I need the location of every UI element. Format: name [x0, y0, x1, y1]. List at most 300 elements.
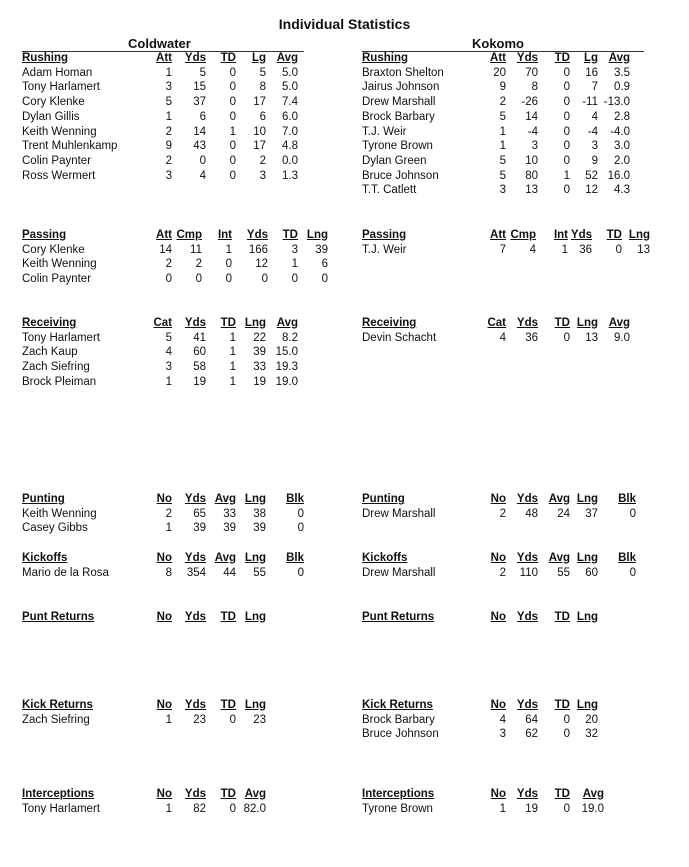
stat-cell: 39 [253, 522, 266, 535]
table-row [22, 360, 298, 375]
stat-cell: 9 [499, 81, 506, 94]
stat-cell: 48 [525, 507, 538, 520]
stat-cell: 55 [557, 566, 570, 579]
column-header: Lg [583, 52, 598, 64]
stat-cell: 0 [291, 273, 298, 286]
stat-cell: 36 [579, 243, 592, 256]
stat-cell: 0 [199, 154, 206, 167]
stat-cell: 19.3 [275, 361, 298, 374]
stat-cell: 80 [525, 169, 538, 182]
stat-cell: 1 [229, 361, 236, 374]
stat-cell: 110 [519, 566, 538, 579]
column-header: Att [490, 52, 506, 64]
stat-cell: 3 [165, 169, 172, 182]
stat-cell: 8 [165, 566, 172, 579]
stat-cell: -26 [521, 96, 538, 109]
header-row [22, 316, 298, 331]
stat-cell: 2 [165, 125, 172, 138]
column-header: TD [220, 611, 236, 623]
section-heading: Punting [22, 493, 65, 505]
punt-returns-table-right [362, 610, 598, 625]
kick-returns-table-left [22, 698, 266, 727]
stat-cell: 10 [525, 154, 538, 167]
stat-cell: 2.8 [614, 110, 630, 123]
table-row [22, 521, 304, 536]
column-header: Yds [184, 317, 206, 329]
column-header: Int [217, 229, 232, 241]
receiving-table-right [362, 316, 630, 345]
player-name: Tony Harlamert [22, 331, 100, 344]
header-row [22, 698, 266, 713]
kickoffs-table-right [362, 551, 636, 580]
interceptions-table-left [22, 787, 266, 816]
header-row [362, 551, 636, 566]
stat-cell: 0 [563, 140, 570, 153]
header-row [362, 787, 604, 802]
stat-cell: 1 [165, 713, 172, 726]
player-name: Bruce Johnson [362, 728, 439, 741]
stat-cell: 5 [499, 169, 506, 182]
stat-cell: 3 [259, 169, 266, 182]
stat-cell: 4 [199, 169, 206, 182]
table-row [22, 566, 304, 581]
stat-cell: 0 [229, 713, 236, 726]
stat-cell: 1 [499, 140, 506, 153]
stat-cell: 52 [585, 169, 598, 182]
stat-cell: 17 [253, 96, 266, 109]
stat-cell: 1 [225, 243, 232, 256]
stat-cell: 0 [563, 96, 570, 109]
column-header: Avg [214, 552, 236, 564]
column-header: Yds [516, 552, 538, 564]
stat-cell: 4 [591, 110, 598, 123]
table-row [362, 110, 630, 125]
stat-cell: 19 [253, 375, 266, 388]
stat-cell: 4.8 [282, 140, 298, 153]
stat-cell: 4 [499, 331, 506, 344]
column-header: Avg [214, 493, 236, 505]
stat-cell: 7.4 [282, 96, 298, 109]
player-name: Tony Harlamert [22, 802, 100, 815]
column-header: Lg [251, 52, 266, 64]
player-name: Keith Wenning [22, 258, 97, 271]
column-header: No [156, 493, 172, 505]
column-header: Avg [276, 317, 298, 329]
stat-cell: 44 [223, 566, 236, 579]
stat-cell: 3 [165, 81, 172, 94]
header-row [22, 228, 328, 243]
table-row [22, 272, 328, 287]
table-row [22, 66, 298, 81]
stat-cell: -4 [527, 125, 538, 138]
player-name: Jairus Johnson [362, 81, 440, 94]
table-row [362, 727, 598, 742]
table-row [22, 169, 298, 184]
receiving-table-left [22, 316, 298, 390]
player-name: Braxton Shelton [362, 66, 444, 79]
player-name: Mario de la Rosa [22, 566, 109, 579]
column-header: TD [220, 788, 236, 800]
section-heading: Receiving [362, 317, 417, 329]
stat-cell: 6 [321, 258, 328, 271]
column-header: Lng [576, 317, 598, 329]
header-row [362, 698, 598, 713]
header-row [22, 51, 298, 66]
stat-cell: 36 [525, 331, 538, 344]
column-header: Yds [184, 52, 206, 64]
column-header: No [156, 552, 172, 564]
column-header: Avg [276, 52, 298, 64]
stat-cell: 64 [525, 713, 538, 726]
stat-cell: 9 [165, 140, 172, 153]
table-row [22, 802, 266, 817]
stat-cell: 0 [321, 273, 328, 286]
stat-cell: 0 [563, 81, 570, 94]
player-name: Keith Wenning [22, 507, 97, 520]
stat-cell: 13 [525, 184, 538, 197]
stat-cell: 1 [165, 66, 172, 79]
column-header: Avg [244, 788, 266, 800]
column-header: Yds [516, 611, 538, 623]
section-heading: Punt Returns [362, 611, 435, 623]
stat-cell: 1 [561, 243, 568, 256]
table-row [362, 507, 636, 522]
section-heading: Passing [362, 229, 407, 241]
stat-cell: 5 [165, 331, 172, 344]
column-header: Yds [184, 699, 206, 711]
rushing-table-left [22, 51, 298, 183]
stat-cell: 19.0 [275, 375, 298, 388]
stat-cell: 8 [259, 81, 266, 94]
header-row [22, 787, 266, 802]
stat-cell: 1.3 [282, 169, 298, 182]
column-header: TD [554, 699, 570, 711]
column-header: Yds [246, 229, 268, 241]
stat-cell: 4 [165, 346, 172, 359]
table-row [22, 345, 298, 360]
stat-cell: 0 [229, 802, 236, 815]
header-row [362, 51, 630, 66]
stat-cell: 0 [229, 96, 236, 109]
player-name: Casey Gibbs [22, 522, 88, 535]
stat-cell: 2 [165, 154, 172, 167]
player-name: Tyrone Brown [362, 802, 433, 815]
header-row [362, 610, 598, 625]
stat-cell: 60 [193, 346, 206, 359]
table-row [22, 154, 298, 169]
stat-cell: 3.5 [614, 66, 630, 79]
header-row [362, 492, 636, 507]
column-header: Yds [184, 788, 206, 800]
column-header: Avg [548, 493, 570, 505]
stat-cell: 0.0 [282, 154, 298, 167]
player-name: Dylan Green [362, 154, 427, 167]
player-name: Cory Klenke [22, 96, 85, 109]
stat-cell: 11 [190, 243, 202, 256]
stat-cell: 3 [165, 361, 172, 374]
table-row [22, 375, 298, 390]
column-header: Lng [576, 611, 598, 623]
table-row [362, 125, 630, 140]
column-header: Lng [244, 317, 266, 329]
stat-cell: 2 [499, 566, 506, 579]
stat-cell: 7.0 [282, 125, 298, 138]
player-name: T.T. Catlett [362, 184, 417, 197]
stat-cell: 60 [585, 566, 598, 579]
rushing-table-right [362, 51, 630, 198]
punt-returns-table-left [22, 610, 266, 625]
player-name: Drew Marshall [362, 96, 436, 109]
stat-cell: 3.0 [614, 140, 630, 153]
player-name: Colin Paynter [22, 273, 92, 286]
player-name: Devin Schacht [362, 331, 437, 344]
header-row [22, 492, 304, 507]
stat-cell: 5 [199, 66, 206, 79]
column-header: Yds [516, 52, 538, 64]
table-row [362, 139, 630, 154]
stat-cell: 3 [591, 140, 598, 153]
column-header: No [490, 552, 506, 564]
header-row [22, 610, 266, 625]
player-name: Dylan Gillis [22, 110, 80, 123]
table-row [22, 243, 328, 258]
stat-cell: 5.0 [282, 66, 298, 79]
stat-cell: 5.0 [282, 81, 298, 94]
stat-cell: 1 [165, 375, 172, 388]
header-row [362, 228, 650, 243]
stat-cell: 4 [499, 713, 506, 726]
punting-table-right [362, 492, 636, 521]
table-row [362, 95, 630, 110]
table-row [22, 139, 298, 154]
stat-cell: 58 [193, 361, 206, 374]
stat-cell: 0 [225, 273, 232, 286]
team-name-left: Coldwater [128, 36, 191, 51]
table-row [22, 713, 266, 728]
stat-cell: 15.0 [275, 346, 298, 359]
stat-cell: 1 [563, 169, 570, 182]
column-header: No [490, 493, 506, 505]
stat-cell: 62 [525, 728, 538, 741]
stat-cell: 5 [259, 66, 266, 79]
column-header: Yds [184, 552, 206, 564]
stat-cell: 39 [253, 346, 266, 359]
stat-cell: 3 [499, 184, 506, 197]
column-header: Lng [306, 229, 328, 241]
stat-cell: 0 [563, 713, 570, 726]
column-header: Cat [487, 317, 506, 329]
stat-cell: 0 [229, 81, 236, 94]
column-header: Lng [576, 699, 598, 711]
section-heading: Passing [22, 229, 67, 241]
table-row [362, 243, 650, 258]
player-name: T.J. Weir [362, 125, 407, 138]
player-name: Tony Harlamert [22, 81, 100, 94]
stat-cell: 0 [261, 273, 268, 286]
stat-cell: 2 [259, 154, 266, 167]
stat-cell: 19.0 [581, 802, 604, 815]
column-header: Lng [244, 493, 266, 505]
column-header: TD [282, 229, 298, 241]
stat-cell: 16 [585, 66, 598, 79]
column-header: Cmp [176, 229, 202, 241]
section-heading: Punt Returns [22, 611, 95, 623]
table-row [362, 331, 630, 346]
stat-cell: 0 [229, 140, 236, 153]
stat-cell: 37 [193, 96, 206, 109]
stat-cell: 2.0 [614, 154, 630, 167]
column-header: Att [156, 52, 172, 64]
stat-cell: 0 [629, 566, 636, 579]
passing-table-left [22, 228, 328, 287]
stat-cell: 39 [315, 243, 328, 256]
stat-cell: 15 [193, 81, 206, 94]
stat-cell: 19 [193, 375, 206, 388]
column-header: Lng [576, 552, 598, 564]
stat-cell: 8.2 [282, 331, 298, 344]
stat-cell: 0 [165, 273, 172, 286]
player-name: Drew Marshall [362, 566, 436, 579]
column-header: Avg [608, 317, 630, 329]
column-header: Yds [516, 699, 538, 711]
stat-cell: 38 [253, 507, 266, 520]
stat-cell: 0 [563, 331, 570, 344]
stat-cell: -4.0 [610, 125, 630, 138]
punting-table-left [22, 492, 304, 536]
stat-cell: 14 [159, 243, 172, 256]
column-header: Yds [516, 788, 538, 800]
stat-cell: 39 [223, 522, 236, 535]
stat-cell: 1 [229, 375, 236, 388]
stat-cell: 0 [229, 66, 236, 79]
player-name: Cory Klenke [22, 243, 85, 256]
player-name: Tyrone Brown [362, 140, 433, 153]
table-row [362, 80, 630, 95]
stat-cell: 6.0 [282, 110, 298, 123]
stat-cell: 0 [563, 110, 570, 123]
stat-cell: 166 [248, 243, 268, 256]
kick-returns-table-right [362, 698, 598, 742]
column-header: Blk [618, 493, 636, 505]
interceptions-table-right [362, 787, 604, 816]
player-name: Keith Wenning [22, 125, 97, 138]
stat-cell: 4.3 [614, 184, 630, 197]
stat-cell: 23 [253, 713, 266, 726]
stat-cell: 65 [193, 507, 206, 520]
column-header: TD [554, 52, 570, 64]
stat-cell: 0 [297, 522, 304, 535]
stat-cell: 82.0 [243, 802, 266, 815]
stat-cell: 7 [499, 243, 506, 256]
column-header: No [490, 699, 506, 711]
column-header: TD [220, 317, 236, 329]
stat-cell: 13 [585, 331, 598, 344]
stat-cell: 4 [529, 243, 536, 256]
stat-cell: 1 [165, 522, 172, 535]
stat-cell: 6 [259, 110, 266, 123]
stat-cell: 33 [253, 361, 266, 374]
section-heading: Kickoffs [22, 552, 68, 564]
stat-cell: 0 [563, 66, 570, 79]
table-row [22, 507, 304, 522]
section-heading: Interceptions [362, 788, 435, 800]
player-name: Brock Barbary [362, 713, 435, 726]
section-heading: Kick Returns [22, 699, 93, 711]
stat-cell: 2 [165, 258, 172, 271]
section-heading: Interceptions [22, 788, 95, 800]
stat-cell: 33 [223, 507, 236, 520]
table-row [22, 80, 298, 95]
stat-cell: 3 [531, 140, 538, 153]
stat-cell: 1 [229, 331, 236, 344]
stat-cell: 55 [253, 566, 266, 579]
stat-cell: 9.0 [614, 331, 630, 344]
team-name-right: Kokomo [472, 36, 524, 51]
column-header: Yds [516, 317, 538, 329]
player-name: Zach Kaup [22, 346, 78, 359]
player-name: Zach Siefring [22, 713, 90, 726]
stat-cell: 0.9 [614, 81, 630, 94]
player-name: Bruce Johnson [362, 169, 439, 182]
page-title: Individual Statistics [278, 16, 411, 32]
column-header: Yds [184, 611, 206, 623]
stat-cell: 2 [499, 96, 506, 109]
column-header: No [156, 699, 172, 711]
stat-cell: 0 [225, 258, 232, 271]
stat-cell: 0 [563, 125, 570, 138]
player-name: Colin Paynter [22, 154, 92, 167]
stat-cell: 20 [493, 66, 506, 79]
column-header: Att [156, 229, 172, 241]
player-name: T.J. Weir [362, 243, 407, 256]
stat-cell: 12 [585, 184, 598, 197]
column-header: Cat [153, 317, 172, 329]
stat-cell: 22 [253, 331, 266, 344]
stat-cell: 0 [195, 273, 202, 286]
stat-cell: 10 [253, 125, 266, 138]
section-heading: Rushing [22, 52, 68, 64]
stat-cell: 19 [525, 802, 538, 815]
stat-cell: 70 [525, 66, 538, 79]
table-row [362, 802, 604, 817]
table-row [22, 95, 298, 110]
player-name: Ross Wermert [22, 169, 96, 182]
column-header: Avg [582, 788, 604, 800]
column-header: TD [220, 699, 236, 711]
table-row [362, 169, 630, 184]
column-header: Lng [576, 493, 598, 505]
table-row [362, 566, 636, 581]
column-header: TD [606, 229, 622, 241]
stat-cell: 0 [229, 154, 236, 167]
table-row [362, 154, 630, 169]
section-heading: Kick Returns [362, 699, 433, 711]
stat-cell: 9 [591, 154, 598, 167]
column-header: Lng [244, 552, 266, 564]
stat-cell: 1 [165, 110, 172, 123]
stat-cell: 2 [499, 507, 506, 520]
stat-cell: 17 [253, 140, 266, 153]
stat-cell: 16.0 [607, 169, 630, 182]
column-header: Lng [244, 611, 266, 623]
column-header: TD [554, 788, 570, 800]
stat-cell: 1 [499, 125, 506, 138]
stat-cell: 6 [199, 110, 206, 123]
stat-cell: 0 [563, 184, 570, 197]
stat-cell: 5 [499, 110, 506, 123]
table-row [22, 331, 298, 346]
stat-cell: 3 [291, 243, 298, 256]
